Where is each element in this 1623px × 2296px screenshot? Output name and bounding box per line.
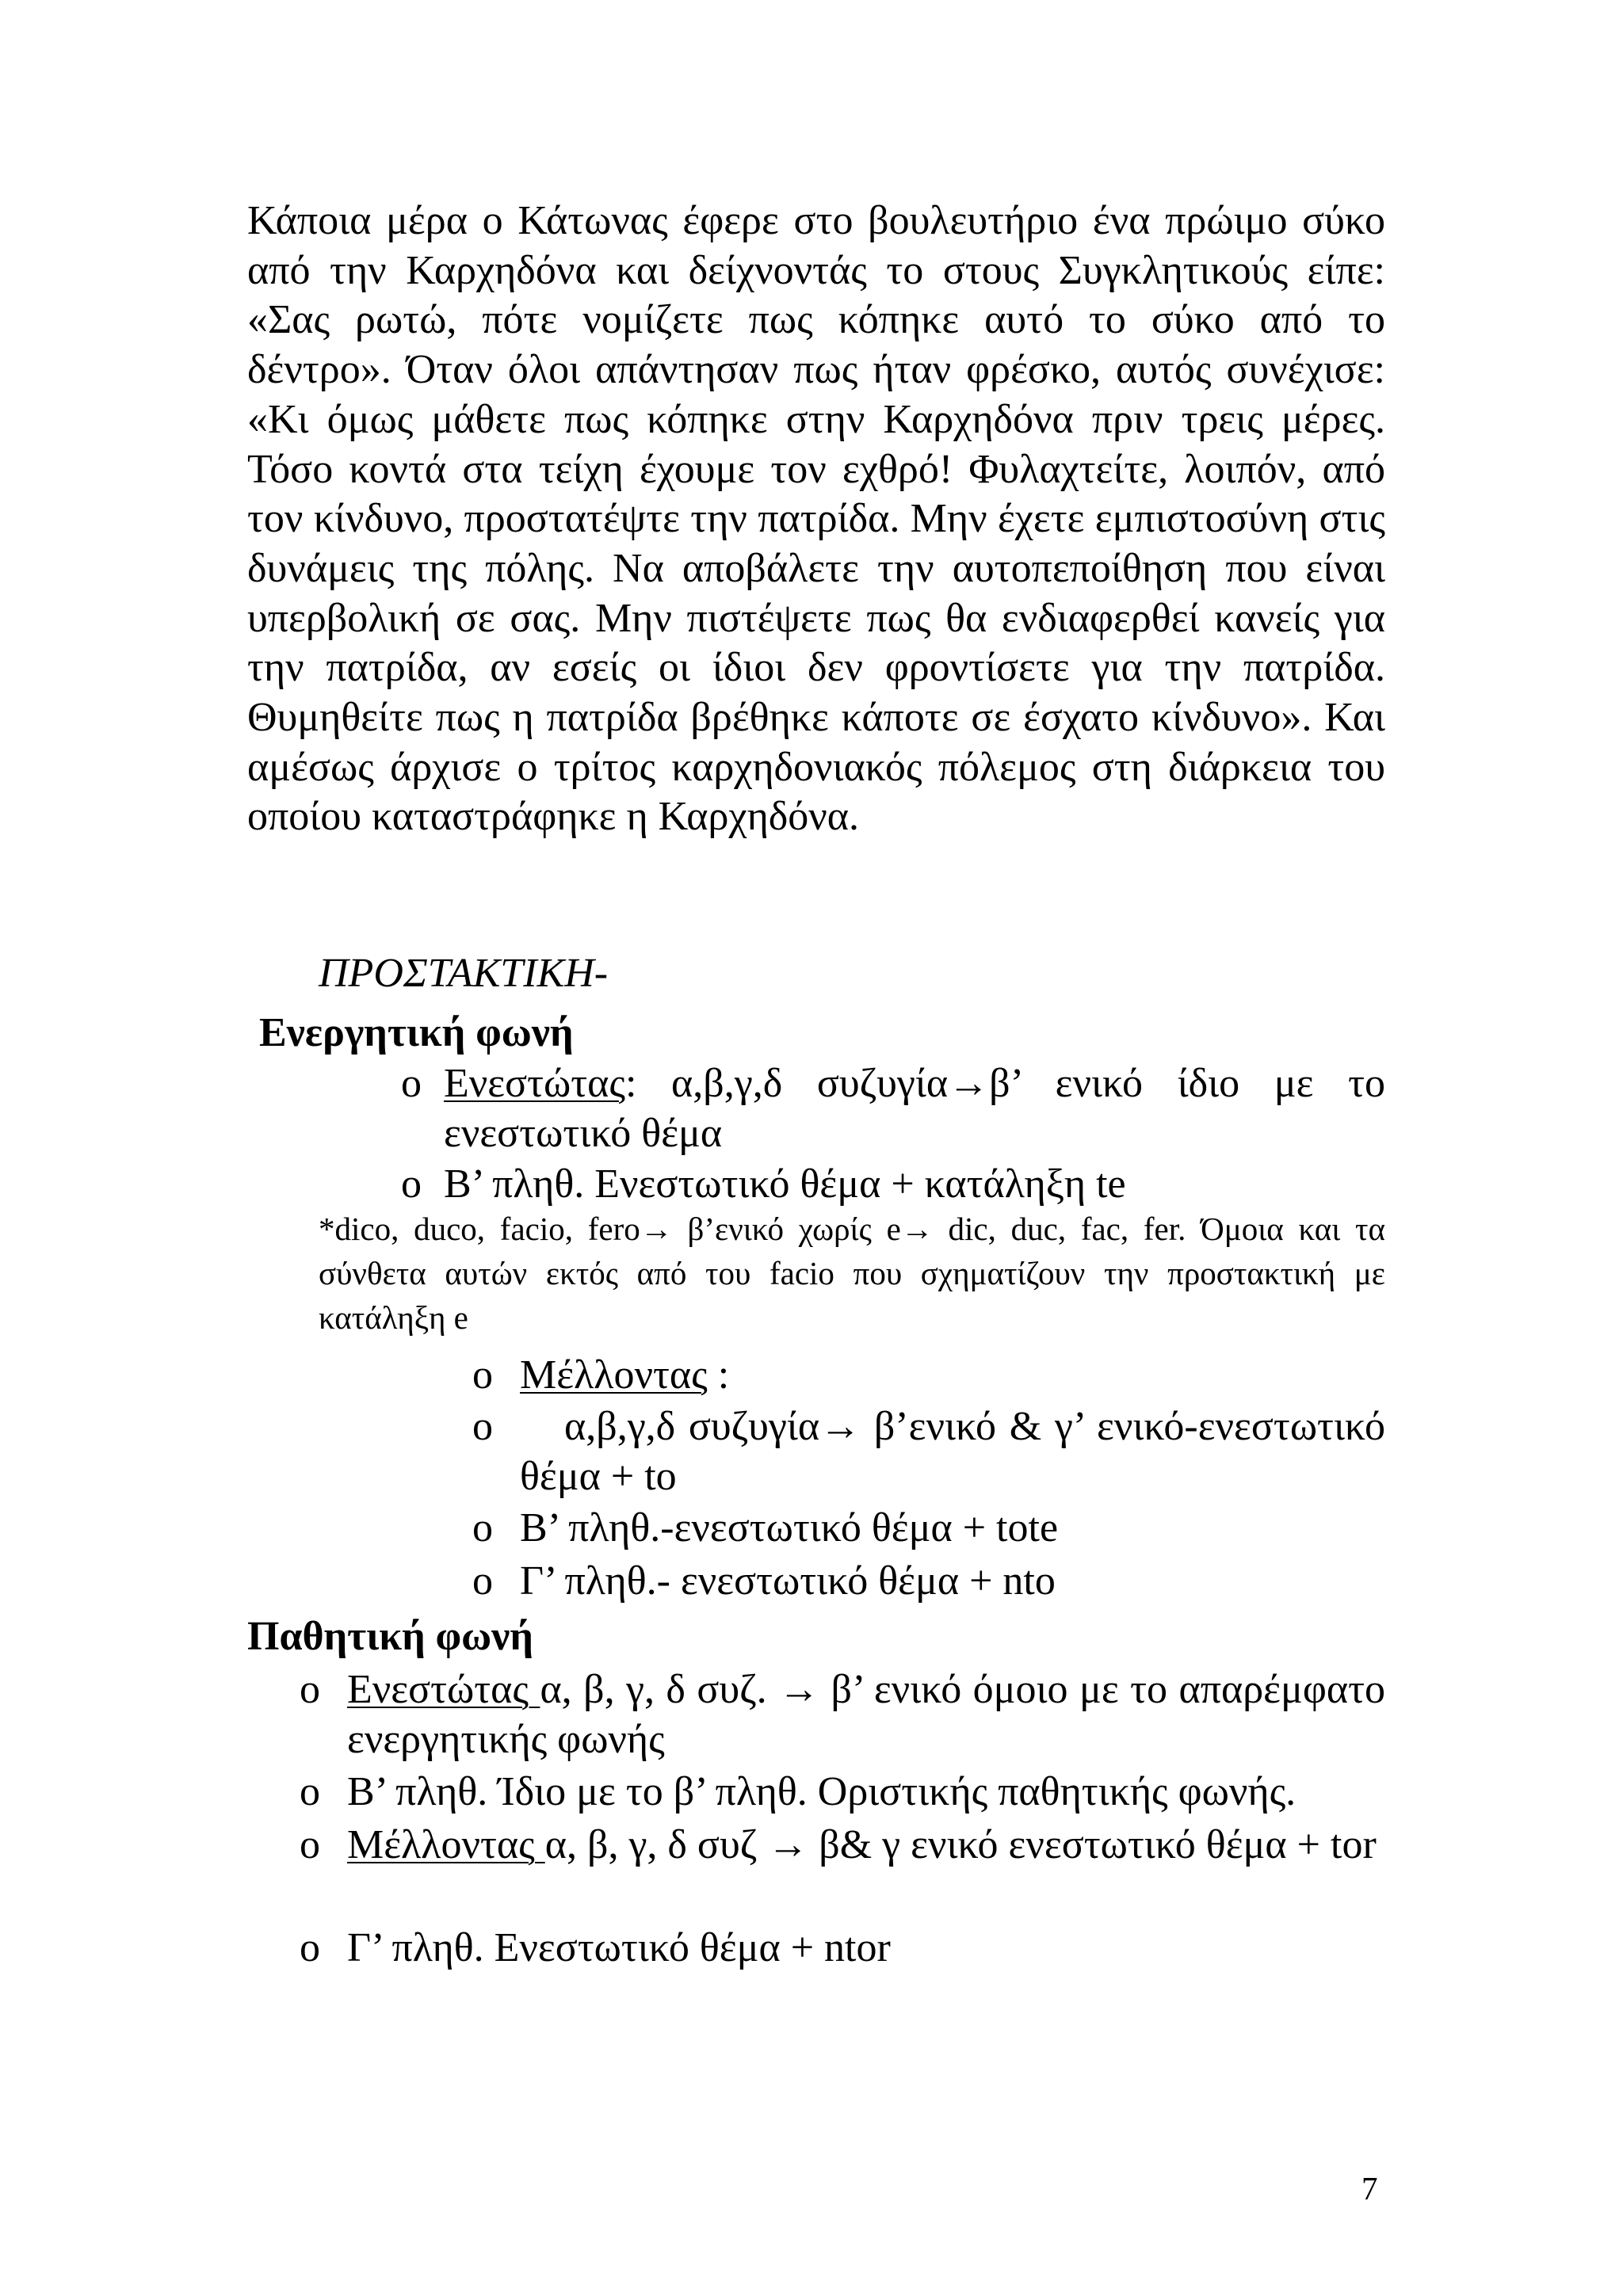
passive-voice-heading: Παθητική φωνή xyxy=(247,1614,533,1659)
irregular-note: *dico, duco, facio, fero→ β’ενικό χωρίς e→ dic, duc, fac, fer. Όμοια και τα σύνθετα αυτών εκτός από του facio που σχηματίζουν την προστακτική με κατάληξη e xyxy=(319,1211,1385,1336)
active-future-label: Μέλλοντας xyxy=(520,1352,708,1398)
active-future-plural2-item: Β’ πληθ.-ενεστωτικό θέμα + tote xyxy=(520,1505,1059,1550)
active-plural-item: Β’ πληθ. Ενεστωτικό θέμα + κατάληξη te xyxy=(444,1161,1126,1207)
passive-future-item xyxy=(347,1821,1385,1871)
active-present-text: : α,β,γ,δ συζυγία→β’ ενικό ίδιο με το ενεστωτικό θέμα xyxy=(444,1061,1385,1156)
bullet-marker: o xyxy=(300,1769,320,1814)
bullet-marker: o xyxy=(472,1352,493,1398)
page-number: 7 xyxy=(1361,2170,1378,2206)
bullet-marker: o xyxy=(300,1822,320,1867)
bullet-marker: o xyxy=(472,1558,493,1604)
bullet-marker: o xyxy=(472,1404,493,1449)
passive-plural-item: Β’ πληθ. Ίδιο με το β’ πληθ. Οριστικής παθητικής φωνής. xyxy=(347,1769,1296,1814)
passive-present-label: Ενεστώτας xyxy=(347,1667,540,1712)
passive-future-label: Μέλλοντας xyxy=(347,1822,545,1867)
active-present-label: Ενεστώτας xyxy=(444,1061,625,1106)
passive-future-text: α, β, γ, δ συζ → β& γ ενικό ενεστωτικό θέμα + tor xyxy=(544,1822,1377,1867)
bullet-marker: o xyxy=(401,1161,422,1207)
bullet-marker: o xyxy=(472,1505,493,1550)
body-paragraph: Κάποια μέρα ο Κάτωνας έφερε στο βουλευτήριο ένα πρώιμο σύκο από την Καρχηδόνα και δείχνοντάς το στους Συγκλητικούς είπε: «Σας ρωτώ, πότε νομίζετε πως κόπηκε αυτό το σύκο από το δέντρο». Όταν όλοι απάντησαν πως ήταν φρέσκο, αυτός συνέχισε: «Κι όμως μάθετε πως κόπηκε στην Καρχηδόνα πριν τρεις μέρες. Τόσο κοντά στα τείχη έχουμε τον εχθρό! Φυλαχτείτε, λοιπόν, από τον κίνδυνο, προστατέψτε την πατρίδα. Μην έχετε εμπιστοσύνη στις δυνάμεις της πόλης. Να αποβάλετε την αυτοπεποίθηση που είναι υπερβολική σε σας. Μην πιστέψετε πως θα ενδιαφερθεί κανείς για την πατρίδα, αν εσείς οι ίδιοι δεν φροντίσετε για την πατρίδα. Θυμηθείτε πως η πατρίδα βρέθηκε κάποτε σε έσχατο κίνδυνο». Και αμέσως άρχισε ο τρίτος καρχηδονιακός πόλεμος στη διάρκεια του οποίου καταστράφηκε η Καρχηδόνα. xyxy=(247,198,1385,840)
active-future-text: : xyxy=(707,1352,730,1398)
bullet-marker: o xyxy=(300,1925,320,1970)
passive-present-item xyxy=(347,1665,1385,1764)
passive-present-text: α, β, γ, δ συζ. → β’ ενικό όμοιο με το απαρέμφατο ενεργητικής φωνής xyxy=(347,1667,1386,1762)
active-future-singular-item: α,β,γ,δ συζυγία→ β’ενικό & γ’ ενικό-ενεστωτικό θέμα + to xyxy=(520,1404,1385,1499)
active-future-plural3-item: Γ’ πληθ.- ενεστωτικό θέμα + nto xyxy=(520,1558,1056,1604)
bullet-marker: o xyxy=(300,1667,320,1712)
active-present-item xyxy=(444,1059,1385,1158)
passive-plural3-item: Γ’ πληθ. Ενεστωτικό θέμα + ntor xyxy=(347,1925,891,1970)
section-title: ΠΡΟΣΤΑΚΤΙΚΗ- xyxy=(319,951,609,996)
active-voice-heading: Ενεργητική φωνή xyxy=(259,1010,574,1055)
active-future-item xyxy=(520,1351,1385,1401)
bullet-marker: o xyxy=(401,1061,422,1106)
